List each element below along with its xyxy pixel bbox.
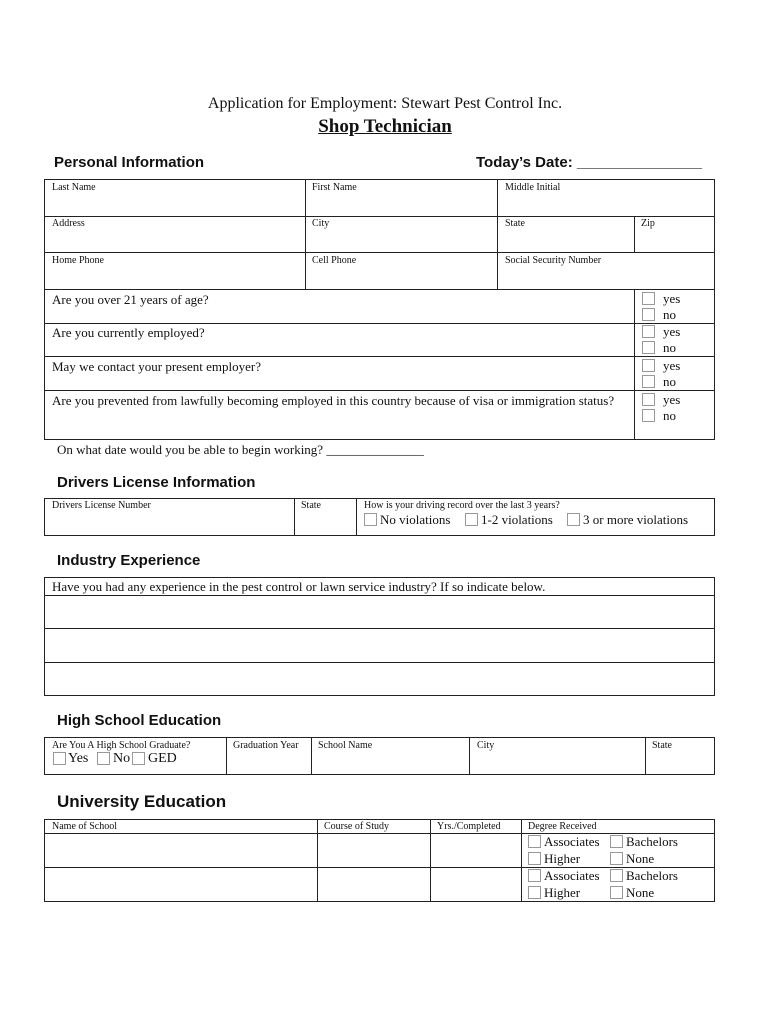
degree-associates-checkbox[interactable] [528,835,541,848]
degree-bachelors-label: Bachelors [626,834,678,849]
license-state-field[interactable]: State [301,500,321,511]
degree-higher-label: Higher [544,885,581,900]
middle-initial-field[interactable]: Middle Initial [505,182,561,193]
no-label: no [663,307,676,322]
one-two-violations-label: 1-2 violations [481,512,553,527]
form-subtitle: Shop Technician [318,116,452,137]
license-number-field[interactable]: Drivers License Number [52,500,151,511]
no-label: no [663,408,676,423]
degree-associates-label: Associates [544,834,600,849]
employed-no-checkbox[interactable] [642,341,655,354]
no-violations-label: No violations [380,512,451,527]
hs-school-name-field[interactable]: School Name [318,740,373,751]
visa-yes-checkbox[interactable] [642,393,655,406]
address-field[interactable]: Address [52,218,85,229]
driving-record-question: How is your driving record over the last 3 years? [364,500,560,511]
graduation-year-field[interactable]: Graduation Year [233,740,299,751]
yes-label: yes [663,358,681,373]
form-title: Application for Employment: Stewart Pest Control Inc. [207,95,563,112]
no-label: no [663,374,676,389]
yrs-completed-header: Yrs./Completed [437,821,501,832]
graduate-no-checkbox[interactable] [97,752,110,765]
yes-label: yes [663,392,681,407]
graduate-no-label: No [113,751,131,766]
experience-line-3[interactable] [45,663,714,695]
high-school-heading: High School Education [57,712,222,729]
home-phone-field[interactable]: Home Phone [52,255,104,266]
graduate-yes-checkbox[interactable] [53,752,66,765]
todays-date-field[interactable]: Today’s Date: _______________ [476,154,702,171]
degree-higher-label: Higher [544,851,581,866]
degree-higher-checkbox[interactable] [528,852,541,865]
degree-higher-checkbox[interactable] [528,886,541,899]
university-heading: University Education [57,792,227,811]
degree-none-checkbox[interactable] [610,852,623,865]
hs-city-field[interactable]: City [477,740,495,751]
question-contact-employer: May we contact your present employer? [52,359,262,374]
degree-associates-checkbox[interactable] [528,869,541,882]
contact-employer-no-checkbox[interactable] [642,375,655,388]
first-name-field[interactable]: First Name [312,182,357,193]
employed-yes-checkbox[interactable] [642,325,655,338]
question-over-21: Are you over 21 years of age? [52,292,209,307]
degree-bachelors-label: Bachelors [626,868,678,883]
hs-state-field[interactable]: State [652,740,672,751]
name-of-school-header: Name of School [52,821,117,832]
degree-associates-label: Associates [544,868,600,883]
personal-info-heading: Personal Information [54,154,205,171]
one-two-violations-checkbox[interactable] [465,513,478,526]
graduate-yes-label: Yes [68,751,89,766]
three-plus-violations-label: 3 or more violations [583,512,689,527]
degree-none-label: None [626,851,655,866]
cell-phone-field[interactable]: Cell Phone [312,255,357,266]
experience-line-2[interactable] [45,629,714,662]
state-field[interactable]: State [505,218,525,229]
over-21-yes-checkbox[interactable] [642,292,655,305]
graduate-ged-checkbox[interactable] [132,752,145,765]
experience-line-1[interactable] [45,596,714,628]
degree-none-checkbox[interactable] [610,886,623,899]
degree-bachelors-checkbox[interactable] [610,869,623,882]
visa-no-checkbox[interactable] [642,409,655,422]
degree-bachelors-checkbox[interactable] [610,835,623,848]
degree-none-label: None [626,885,655,900]
graduate-ged-label: GED [148,751,177,766]
contact-employer-yes-checkbox[interactable] [642,359,655,372]
degree-received-header: Degree Received [528,821,597,832]
drivers-license-heading: Drivers License Information [57,474,256,491]
no-label: no [663,340,676,355]
yes-label: yes [663,291,681,306]
question-visa-status: Are you prevented from lawfully becoming employed in this country because of visa or immigration status? [52,393,615,408]
industry-experience-heading: Industry Experience [57,552,201,569]
start-date-field[interactable]: On what date would you be able to begin working? _______________ [57,442,424,457]
industry-question: Have you had any experience in the pest control or lawn service industry? If so indicate below. [52,579,546,594]
last-name-field[interactable]: Last Name [52,182,96,193]
yes-label: yes [663,324,681,339]
graduate-question: Are You A High School Graduate? [52,740,191,751]
city-field[interactable]: City [312,218,330,229]
course-of-study-header: Course of Study [324,821,389,832]
over-21-no-checkbox[interactable] [642,308,655,321]
question-employed: Are you currently employed? [52,325,205,340]
no-violations-checkbox[interactable] [364,513,377,526]
zip-field[interactable]: Zip [641,218,655,229]
three-plus-violations-checkbox[interactable] [567,513,580,526]
ssn-field[interactable]: Social Security Number [505,255,602,266]
